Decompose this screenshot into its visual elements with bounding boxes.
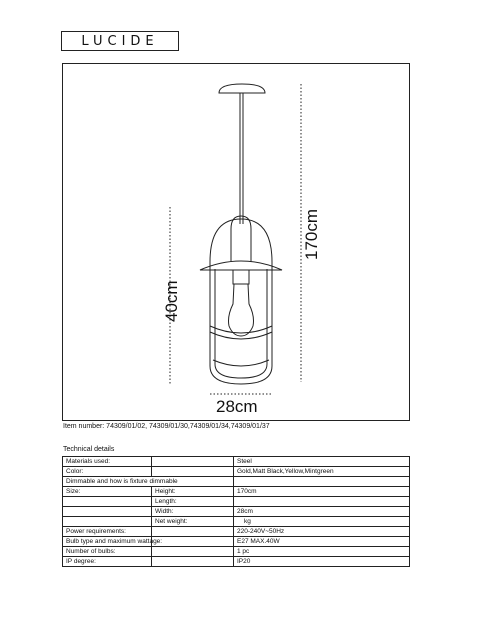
cage-band-upper [210,326,272,333]
spec-label: Size: [63,487,152,497]
brand-logo-text: LUCIDE [81,33,159,49]
spec-value: IP20 [234,557,410,567]
spec-label [63,507,152,517]
spec-row [63,497,410,507]
spec-sublabel: Height: [152,487,234,497]
brand-logo [61,31,179,51]
inner-loop [231,216,251,262]
pendant-lamp-drawing [63,64,411,422]
spec-label: Color: [63,467,152,477]
spec-label: IP degree: [63,557,152,567]
spec-sublabel [152,457,234,467]
spec-value: Steel [234,457,410,467]
spec-label: Bulb type and maximum wattage: [63,537,152,547]
spec-value: Gold,Matt Black,Yellow,Mintgreen [234,467,410,477]
spec-row [63,457,410,467]
spec-sublabel: Net weight: [152,517,234,527]
spec-value: 1 pc [234,547,410,557]
spec-value: 28cm [234,507,410,517]
spec-sublabel [152,557,234,567]
spec-value: 170cm [234,487,410,497]
spec-value [234,477,410,487]
spec-value: kg [234,517,410,527]
spec-row [63,527,410,537]
spec-sublabel [152,527,234,537]
spec-row [63,467,410,477]
spec-row [63,487,410,497]
bulb-outline [229,284,254,336]
spec-sublabel [152,537,234,547]
width-label: 28cm [216,397,258,416]
height-total-label: 170cm [302,208,321,260]
spec-sublabel: Width: [152,507,234,517]
spec-value [234,497,410,507]
spec-value: 220-240V~50Hz [234,527,410,537]
item-number: Item number: 74309/01/02, 74309/01/30,74309/01/34,74309/01/37 [63,423,270,430]
spec-label [63,497,152,507]
technical-details-table [62,456,410,567]
spec-label: Power requirements: [63,527,152,537]
spec-row [63,547,410,557]
technical-details-title: Technical details [63,446,115,453]
spec-row [63,557,410,567]
spec-label: Dimmable and how is fixture dimmable [63,477,234,487]
spec-row [63,537,410,547]
product-drawing-frame [62,63,410,421]
spec-row [63,517,410,527]
spec-value: E27 MAX.40W [234,537,410,547]
spec-label [63,517,152,527]
spec-row [63,477,410,487]
spec-label: Number of bulbs: [63,547,152,557]
spec-sublabel: Length: [152,497,234,507]
cage-band-lower [213,360,269,366]
canopy-shape [219,84,265,93]
outer-cage [210,219,272,384]
lamp-shade [200,261,282,270]
spec-row [63,507,410,517]
spec-sublabel [152,467,234,477]
height-lamp-label: 40cm [162,280,181,322]
spec-label: Materials used: [63,457,152,467]
spec-sublabel [152,547,234,557]
bulb-socket [233,270,249,284]
